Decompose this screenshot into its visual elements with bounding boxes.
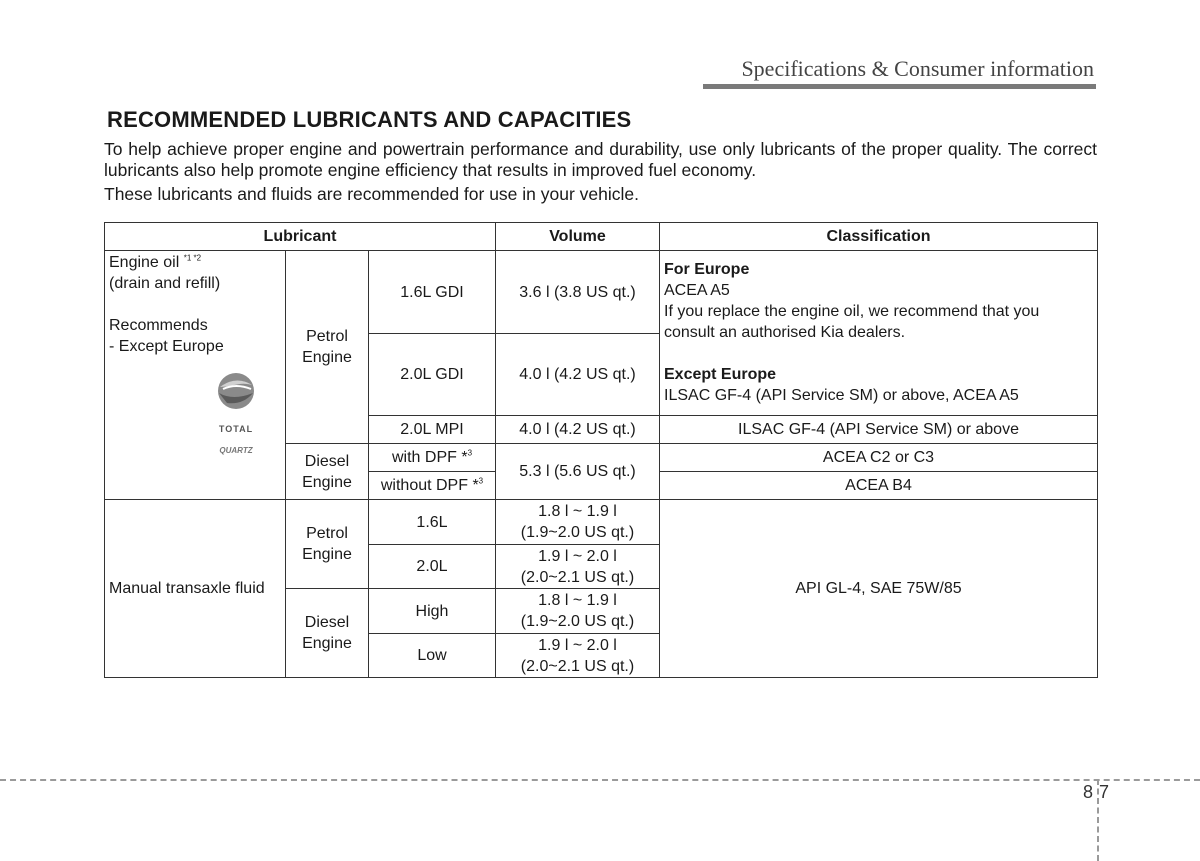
footer-rule [0,779,1200,781]
europe-note: If you replace the engine oil, we recommend that you consult an authorised Kia dealers. [664,303,1040,341]
diesel-engine-cell: Diesel Engine [286,444,369,500]
intro-paragraph: To help achieve proper engine and powertrain performance and durability, use only lubricants of the proper quality. The correct lubricants also help promote engine efficiency that results in improved fuel economy. [104,139,1097,180]
transaxle-volume-low [496,634,660,678]
transaxle-volume-1-6l [496,500,660,545]
transaxle-label: Manual transaxle fluid [105,500,286,678]
volume-liters: 1.9 l ~ 2.0 l [538,636,617,654]
gdi-classification-cell [660,251,1098,416]
volume-2-0-mpi: 4.0 l (4.2 US qt.) [496,416,660,444]
diesel-without-dpf-label: without DPF * [380,477,479,494]
page-number [1080,782,1112,803]
header-rule [703,84,1096,89]
engine-oil-label: Engine oil [109,254,180,271]
europe-spec: ACEA A5 [664,282,730,299]
engine-oil-footnote: *1 *2 [183,253,202,263]
diesel-with-dpf [369,444,496,472]
petrol-engine-cell: Petrol Engine [286,251,369,444]
volume-1-6-gdi: 3.6 l (3.8 US qt.) [496,251,660,334]
volume-liters: 1.8 l ~ 1.9 l [538,592,617,609]
table-row [105,500,1098,545]
transaxle-type-1-6l: 1.6L [369,500,496,545]
recommends-label: Recommends [109,317,208,334]
engine-type-1-6-gdi: 1.6L GDI [369,251,496,334]
classification-without-dpf: ACEA B4 [660,472,1098,500]
transaxle-volume-high [496,589,660,634]
volume-quarts: (1.9~2.0 US qt.) [520,524,635,541]
volume-quarts: (2.0~2.1 US qt.) [520,568,635,586]
header-volume: Volume [496,223,660,251]
header-lubricant: Lubricant [105,223,496,251]
engine-type-2-0-mpi: 2.0L MPI [369,416,496,444]
transaxle-volume-2-0l [496,545,660,589]
section-title: RECOMMENDED LUBRICANTS AND CAPACITIES [107,107,632,132]
transaxle-type-low: Low [369,634,496,678]
running-header-title: Specifications & Consumer information [741,56,1094,81]
table-row [105,251,1098,334]
except-europe-spec: ILSAC GF-4 (API Service SM) or above, ACEA A5 [664,387,1019,404]
diesel-with-dpf-label: with DPF * [391,449,468,466]
engine-type-2-0-gdi: 2.0L GDI [369,334,496,416]
volume-quarts: (2.0~2.1 US qt.) [520,657,635,675]
transaxle-diesel-engine: Diesel Engine [286,589,369,678]
diesel-volume: 5.3 l (5.6 US qt.) [496,444,660,500]
header-classification: Classification [660,223,1098,251]
page-section-number: 8 [1082,782,1093,802]
logo-text-total: TOTAL [218,424,254,434]
footnote-3: 3 [467,448,473,458]
lubricants-table [104,222,1098,678]
engine-oil-drain-refill: (drain and refill) [109,275,221,292]
transaxle-petrol-engine: Petrol Engine [286,500,369,589]
page-number-value: 7 [1098,782,1109,802]
volume-2-0-gdi: 4.0 l (4.2 US qt.) [496,334,660,416]
table-header-row [105,223,1098,251]
diesel-without-dpf [369,472,496,500]
for-europe-heading: For Europe [664,261,750,278]
classification-with-dpf: ACEA C2 or C3 [660,444,1098,472]
intro-paragraph-2: These lubricants and fluids are recommended for use in your vehicle. [104,184,639,204]
logo-text-quartz: QUARTZ [219,446,253,455]
total-quartz-logo [211,371,261,461]
footnote-3: 3 [478,476,484,486]
transaxle-type-2-0l: 2.0L [369,545,496,589]
volume-quarts: (1.9~2.0 US qt.) [520,613,635,630]
except-europe-heading: Except Europe [664,366,777,383]
engine-oil-cell [105,251,286,500]
classification-2-0-mpi: ILSAC GF-4 (API Service SM) or above [660,416,1098,444]
transaxle-classification: API GL-4, SAE 75W/85 [660,500,1098,678]
volume-liters: 1.9 l ~ 2.0 l [538,547,617,565]
transaxle-type-high: High [369,589,496,634]
total-logo-icon [213,371,259,411]
except-europe-label: - Except Europe [109,338,224,355]
volume-liters: 1.8 l ~ 1.9 l [538,503,617,520]
